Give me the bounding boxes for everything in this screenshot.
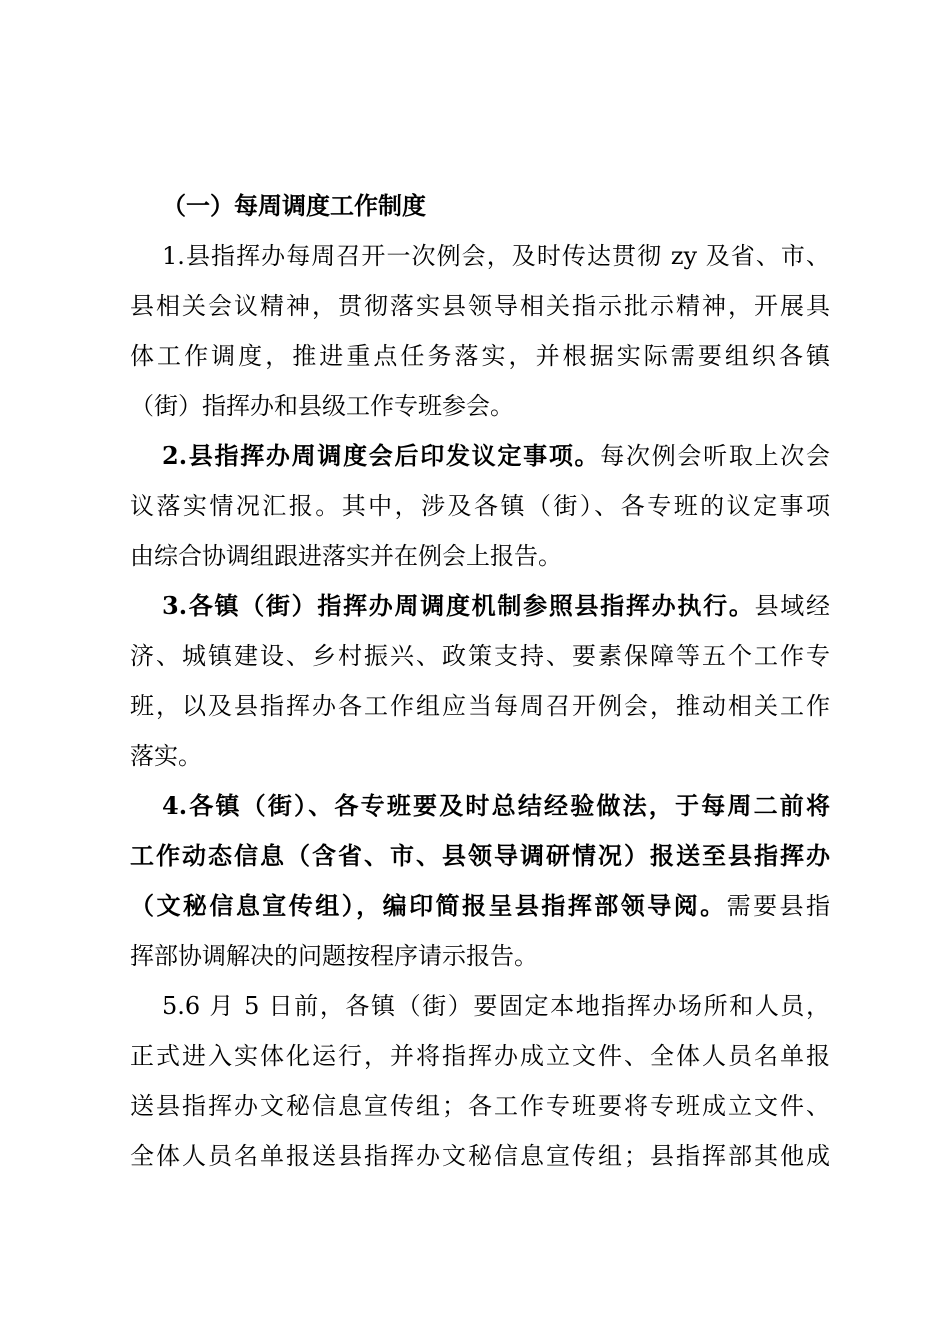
paragraph-4-line-4: 挥部协调解决的问题按程序请示报告。 <box>130 942 538 970</box>
paragraph-4-line-2: 工作动态信息（含省、市、县领导调研情况）报送至县指挥办 <box>130 841 830 870</box>
paragraph-2-rest: 每次例会听取上次会 <box>600 442 831 470</box>
paragraph-3-rest: 县域经 <box>754 592 830 620</box>
paragraph-3-bold: 3.各镇（街）指挥办周调度机制参照县指挥办执行。 <box>162 591 755 620</box>
paragraph-2-line-3: 由综合协调组跟进落实并在例会上报告。 <box>130 542 562 570</box>
paragraph-3-line-2: 济、城镇建设、乡村振兴、政策支持、要素保障等五个工作专 <box>130 642 830 670</box>
paragraph-4-rest: 需要县指 <box>726 892 831 920</box>
paragraph-3-line-1 <box>162 590 830 622</box>
paragraph-1-line-3: 体工作调度，推进重点任务落实，并根据实际需要组织各镇 <box>130 342 830 370</box>
paragraph-5-line-3: 送县指挥办文秘信息宣传组；各工作专班要将专班成立文件、 <box>130 1092 830 1120</box>
paragraph-1-line-2: 县相关会议精神，贯彻落实县领导相关指示批示精神，开展具 <box>130 292 830 320</box>
paragraph-2-bold: 2.县指挥办周调度会后印发议定事项。 <box>162 441 601 470</box>
paragraph-5-line-4: 全体人员名单报送县指挥办文秘信息宣传组；县指挥部其他成 <box>130 1142 830 1170</box>
paragraph-4-line-3 <box>130 890 830 922</box>
paragraph-5-line-2: 正式进入实体化运行，并将指挥办成立文件、全体人员名单报 <box>130 1042 830 1070</box>
paragraph-4-line-1: 4.各镇（街）、各专班要及时总结经验做法，于每周二前将 <box>162 791 830 820</box>
paragraph-1-line-1: 1.县指挥办每周召开一次例会，及时传达贯彻 zy 及省、市、 <box>162 242 830 270</box>
section-heading: （一）每周调度工作制度 <box>162 191 426 220</box>
paragraph-5-line-1: 5.6 月 5 日前，各镇（街）要固定本地指挥办场所和人员， <box>162 992 830 1020</box>
paragraph-3-line-4: 落实。 <box>130 742 202 770</box>
paragraph-2-line-1 <box>162 440 830 472</box>
paragraph-3-line-3: 班，以及县指挥办各工作组应当每周召开例会，推动相关工作 <box>130 692 830 720</box>
paragraph-2-line-2: 议落实情况汇报。其中，涉及各镇（街）、各专班的议定事项 <box>130 492 830 520</box>
paragraph-1-line-4: （街）指挥办和县级工作专班参会。 <box>130 392 514 420</box>
paragraph-4-bold: （文秘信息宣传组），编印简报呈县指挥部领导阅。 <box>130 891 727 920</box>
